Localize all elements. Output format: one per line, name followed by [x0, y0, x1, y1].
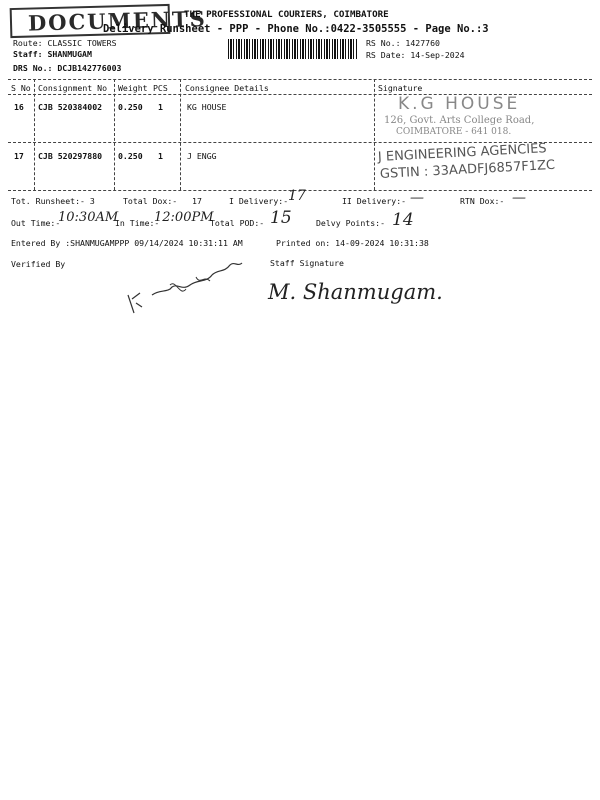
header-consignment: Consignment No [38, 83, 108, 93]
printed-on: Printed on: 14-09-2024 10:31:38 [276, 238, 429, 248]
row-consignment: CJB 520297880 [38, 151, 103, 161]
col-sep [114, 79, 115, 190]
col-sep [180, 79, 181, 190]
barcode [228, 39, 358, 59]
header-consignee: Consignee Details [185, 83, 269, 93]
kg-house-stamp-city: COIMBATORE - 641 018. [396, 127, 512, 137]
ii-delivery-value: — [410, 190, 424, 206]
header-signature: Signature [378, 83, 423, 93]
verified-signature-scribble [120, 255, 250, 315]
header-sno: S No [11, 83, 31, 93]
col-sep [34, 79, 35, 190]
row-pcs: 1 [158, 102, 163, 112]
runsheet-subtitle: Delivery Runsheet - PPP - Phone No.:0422-3505555 - Page No.:3 [103, 23, 489, 35]
col-sep [374, 79, 375, 190]
kg-house-stamp-address: 126, Govt. Arts College Road, [384, 115, 535, 126]
j-engg-stamp-gstin: GSTIN : 33AADFJ6857F1ZC [379, 157, 556, 182]
staff-label: Staff: SHANMUGAM [13, 49, 92, 59]
header-pcs: PCS [153, 83, 168, 93]
row-sno: 17 [14, 151, 24, 161]
rtn-dox-label: RTN Dox:- [460, 196, 505, 206]
rs-number: RS No.: 1427760 [366, 38, 440, 48]
staff-signature-handwriting: M. Shanmugam. [268, 280, 443, 304]
route-label: Route: CLASSIC TOWERS [13, 38, 117, 48]
row-weight: 0.250 [118, 151, 143, 161]
out-time-label: Out Time:- [11, 218, 61, 228]
company-title: THE PROFESSIONAL COURIERS, COIMBATORE [184, 9, 389, 20]
row-weight: 0.250 [118, 102, 143, 112]
header-weight: Weight [118, 83, 148, 93]
total-pod-label: Total POD:- [210, 218, 265, 228]
in-time-value: 12:00PM [154, 210, 214, 225]
verified-by-label: Verified By [11, 259, 66, 269]
i-delivery-label: I Delivery:- [229, 196, 289, 206]
j-engg-stamp-name: J ENGINEERING AGENCIES [377, 141, 547, 165]
row-pcs: 1 [158, 151, 163, 161]
entered-by: Entered By :SHANMUGAMPPP 09/14/2024 10:31:11 AM [11, 238, 243, 248]
i-delivery-value: 17 [288, 188, 306, 204]
ii-delivery-label: II Delivery:- [342, 196, 407, 206]
table-top-rule [8, 79, 592, 80]
total-pod-value: 15 [270, 208, 292, 228]
row-consignment: CJB 520384002 [38, 102, 103, 112]
total-dox: Total Dox:- 17 [123, 196, 202, 206]
row-sno: 16 [14, 102, 24, 112]
out-time-value: 10:30AM [58, 210, 119, 225]
staff-signature-label: Staff Signature [270, 258, 344, 268]
delvy-points-label: Delvy Points:- [316, 218, 386, 228]
kg-house-stamp-name: K.G HOUSE [398, 94, 521, 114]
row-consignee: J ENGG [187, 151, 217, 161]
rs-date: RS Date: 14-Sep-2024 [366, 50, 465, 60]
rtn-dox-value: — [512, 190, 526, 206]
tot-runsheet: Tot. Runsheet:- 3 [11, 196, 95, 206]
row-consignee: KG HOUSE [187, 102, 227, 112]
drs-number: DRS No.: DCJB142776003 [13, 63, 122, 73]
delvy-points-value: 14 [392, 210, 414, 230]
in-time-label: In Time:- [115, 218, 160, 228]
documents-stamp: DOCUMENTS [10, 4, 171, 38]
